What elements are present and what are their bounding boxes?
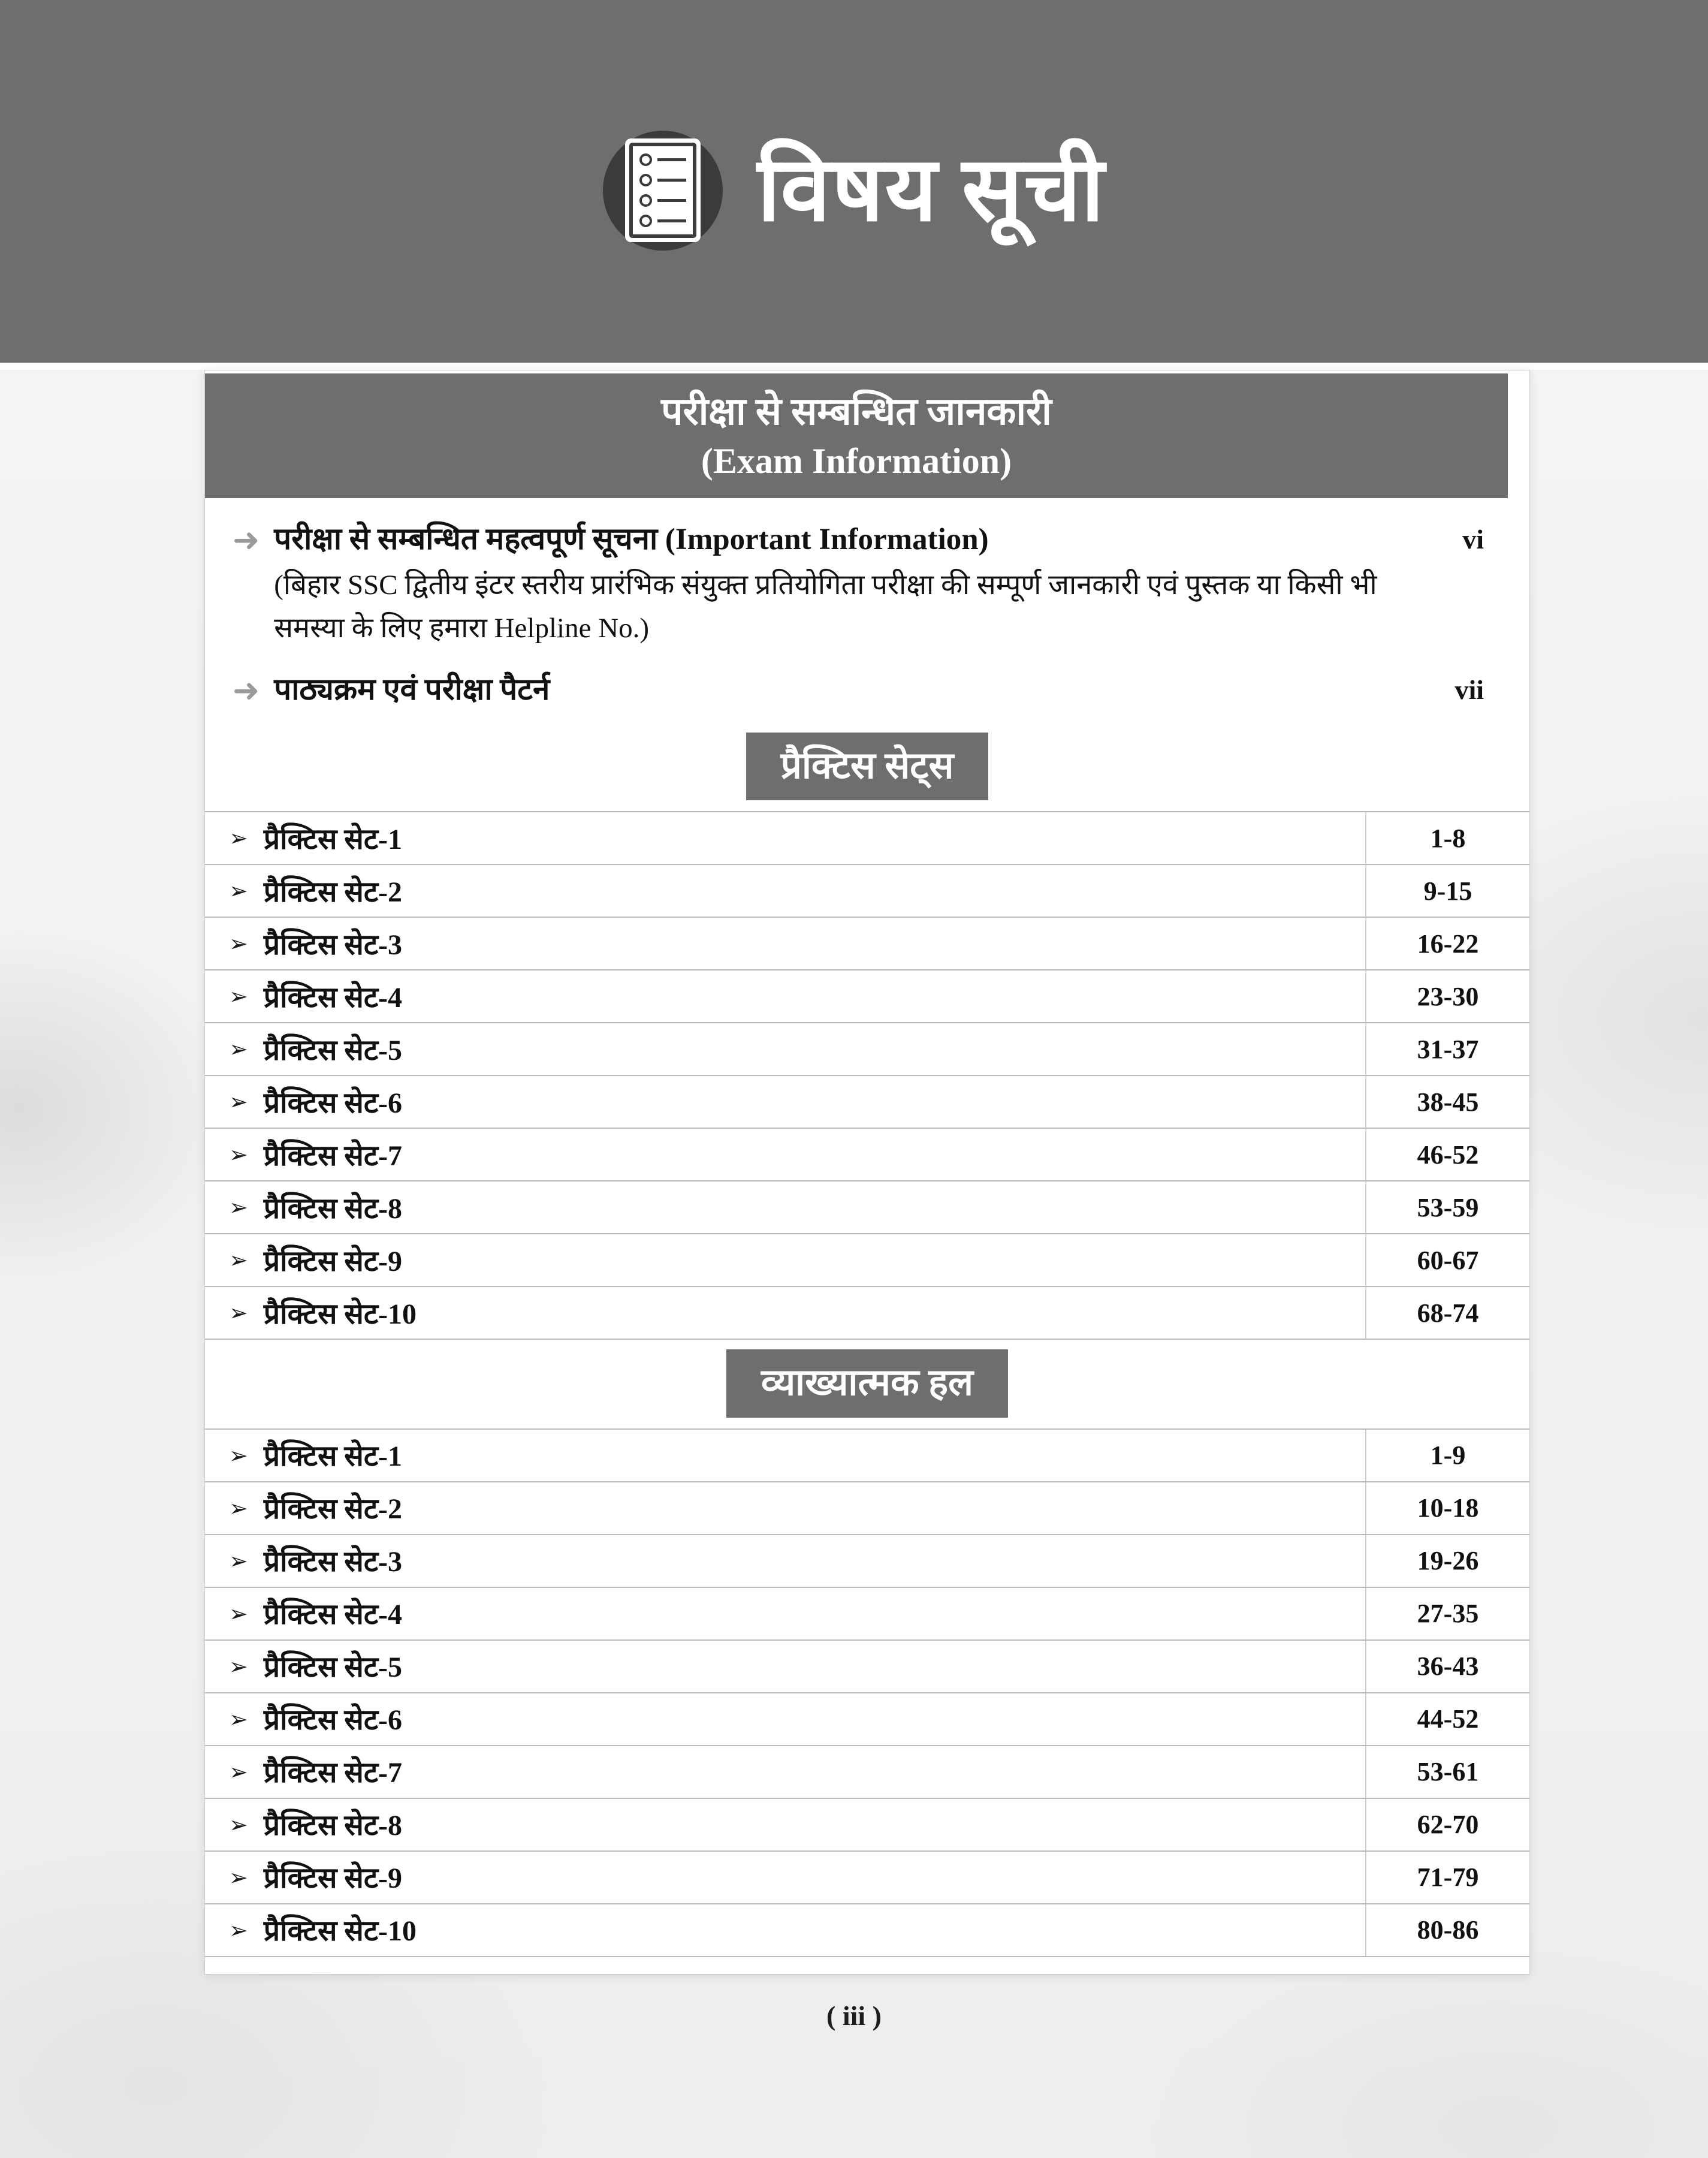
toc-row-pages: 80-86 (1365, 1904, 1529, 1956)
toc-row-title: प्रैक्टिस सेट-6 (263, 1087, 403, 1119)
section-heading: व्याख्यात्मक हल (726, 1349, 1008, 1418)
toc-row-label (205, 1535, 1365, 1587)
toc-row-pages: 38-45 (1365, 1076, 1529, 1128)
toc-row-label (205, 1852, 1365, 1903)
exam-info-item-page: vi (1462, 524, 1484, 554)
toc-row[interactable] (205, 1234, 1529, 1287)
toc-row-label (205, 1287, 1365, 1339)
section-heading-band (205, 723, 1529, 812)
triangle-bullet-icon: ➢ (229, 1547, 248, 1574)
toc-row-title: प्रैक्टिस सेट-7 (263, 1140, 403, 1172)
toc-row[interactable] (205, 1182, 1529, 1234)
toc-row-pages: 19-26 (1365, 1535, 1529, 1587)
toc-row[interactable] (205, 1430, 1529, 1482)
triangle-bullet-icon: ➢ (229, 1600, 248, 1627)
toc-row-title: प्रैक्टिस सेट-4 (263, 981, 403, 1014)
toc-row-pages: 71-79 (1365, 1852, 1529, 1903)
triangle-bullet-icon: ➢ (229, 1247, 248, 1274)
toc-row-title: प्रैक्टिस सेट-1 (263, 1440, 403, 1473)
toc-row-title: प्रैक्टिस सेट-6 (263, 1704, 403, 1737)
triangle-bullet-icon: ➢ (229, 1494, 248, 1521)
toc-row-label (205, 1023, 1365, 1075)
practice-section (205, 723, 1529, 1340)
triangle-bullet-icon: ➢ (229, 878, 248, 905)
divider-strip (0, 363, 1708, 370)
toc-row[interactable] (205, 971, 1529, 1023)
toc-row[interactable] (205, 1693, 1529, 1746)
toc-row-title: प्रैक्टिस सेट-9 (263, 1245, 403, 1277)
toc-row-label (205, 1129, 1365, 1180)
exam-info-heading (205, 373, 1508, 498)
toc-row-pages: 62-70 (1365, 1799, 1529, 1850)
section-heading-band (205, 1340, 1529, 1428)
toc-row[interactable] (205, 1076, 1529, 1129)
triangle-bullet-icon: ➢ (229, 1705, 248, 1732)
title-wrap (603, 131, 1106, 251)
triangle-bullet-icon: ➢ (229, 1864, 248, 1891)
exam-info-item-page: vii (1454, 674, 1484, 706)
toc-row-label (205, 1482, 1365, 1534)
page-footer (0, 2000, 1708, 2032)
toc-row[interactable] (205, 812, 1529, 865)
toc-row[interactable] (205, 1641, 1529, 1693)
document-shape (625, 138, 701, 242)
toc-row-pages: 60-67 (1365, 1234, 1529, 1286)
toc-row-label (205, 1182, 1365, 1233)
page-number: ( iii ) (826, 2000, 882, 2031)
toc-row-title: प्रैक्टिस सेट-8 (263, 1810, 403, 1842)
exam-info-item[interactable] (233, 520, 1491, 650)
toc-row-title: प्रैक्टिस सेट-10 (263, 1298, 417, 1330)
toc-row-title: प्रैक्टिस सेट-7 (263, 1757, 403, 1789)
triangle-bullet-icon: ➢ (229, 1916, 248, 1943)
triangle-bullet-icon: ➢ (229, 1811, 248, 1838)
toc-row-label (205, 918, 1365, 969)
toc-row-pages: 10-18 (1365, 1482, 1529, 1534)
toc-row-label (205, 971, 1365, 1022)
practice-sections (205, 723, 1529, 1957)
toc-row[interactable] (205, 865, 1529, 918)
arrow-bullet-icon: ➜ (233, 671, 260, 710)
toc-row[interactable] (205, 1904, 1529, 1957)
toc-row-pages: 27-35 (1365, 1588, 1529, 1639)
exam-info-item-main (274, 670, 1443, 710)
toc-row-label (205, 1746, 1365, 1798)
toc-row[interactable] (205, 1023, 1529, 1076)
toc-row-title: प्रैक्टिस सेट-2 (263, 1493, 403, 1526)
title-banner (0, 0, 1708, 363)
toc-row[interactable] (205, 918, 1529, 971)
triangle-bullet-icon: ➢ (229, 825, 248, 852)
triangle-bullet-icon: ➢ (229, 930, 248, 957)
toc-row-pages: 46-52 (1365, 1129, 1529, 1180)
toc-row-title: प्रैक्टिस सेट-3 (263, 929, 403, 961)
toc-row-pages: 36-43 (1365, 1641, 1529, 1692)
exam-info-item-title: परीक्षा से सम्बन्धित महत्वपूर्ण सूचना (Important Information) (274, 523, 989, 556)
toc-row-title: प्रैक्टिस सेट-9 (263, 1862, 403, 1895)
toc-row-pages: 68-74 (1365, 1287, 1529, 1339)
exam-info-heading-english: (Exam Information) (701, 441, 1012, 481)
toc-row[interactable] (205, 1129, 1529, 1182)
toc-row[interactable] (205, 1799, 1529, 1852)
exam-info-items (205, 498, 1529, 723)
exam-info-item-main (274, 520, 1450, 650)
triangle-bullet-icon: ➢ (229, 1653, 248, 1680)
toc-row-title: प्रैक्टिस सेट-1 (263, 823, 403, 855)
toc-row-pages: 1-9 (1365, 1430, 1529, 1481)
triangle-bullet-icon: ➢ (229, 983, 248, 1010)
toc-row[interactable] (205, 1535, 1529, 1588)
toc-row-title: प्रैक्टिस सेट-8 (263, 1192, 403, 1225)
triangle-bullet-icon: ➢ (229, 1442, 248, 1469)
exam-info-item[interactable] (233, 670, 1491, 711)
toc-row-title: प्रैक्टिस सेट-3 (263, 1546, 403, 1578)
toc-row-title: प्रैक्टिस सेट-4 (263, 1599, 403, 1631)
triangle-bullet-icon: ➢ (229, 1300, 248, 1327)
exam-info-heading-hindi: परीक्षा से सम्बन्धित जानकारी (661, 390, 1052, 433)
practice-section (205, 1340, 1529, 1957)
toc-row-pages: 1-8 (1365, 812, 1529, 864)
toc-table (205, 1428, 1529, 1957)
toc-row[interactable] (205, 1287, 1529, 1340)
exam-info-item-subtitle: (बिहार SSC द्वितीय इंटर स्तरीय प्रारंभिक संयुक्त प्रतियोगिता परीक्षा की सम्पूर्ण जानकारी एवं पुस्तक या किसी भी समस्या के लिए हमारा Helpline No.) (274, 569, 1377, 644)
triangle-bullet-icon: ➢ (229, 1194, 248, 1221)
toc-row-pages: 16-22 (1365, 918, 1529, 969)
contents-card (204, 370, 1530, 1975)
section-heading: प्रैक्टिस सेट्स (746, 733, 989, 801)
toc-table (205, 811, 1529, 1340)
list-document-icon (603, 131, 723, 251)
toc-row-title: प्रैक्टिस सेट-5 (263, 1034, 403, 1066)
toc-row-pages: 53-59 (1365, 1182, 1529, 1233)
toc-row-title: प्रैक्टिस सेट-2 (263, 876, 403, 908)
toc-row-label (205, 865, 1365, 917)
toc-row-label (205, 1234, 1365, 1286)
page-title: विषय सूची (757, 140, 1106, 240)
toc-row-label (205, 1430, 1365, 1481)
toc-row-pages: 23-30 (1365, 971, 1529, 1022)
toc-row-label (205, 1641, 1365, 1692)
toc-row-label (205, 812, 1365, 864)
toc-row-label (205, 1588, 1365, 1639)
toc-row-title: प्रैक्टिस सेट-5 (263, 1651, 403, 1684)
triangle-bullet-icon: ➢ (229, 1089, 248, 1116)
toc-row[interactable] (205, 1746, 1529, 1799)
toc-row-pages: 44-52 (1365, 1693, 1529, 1745)
arrow-bullet-icon: ➜ (233, 521, 260, 559)
toc-row-label (205, 1799, 1365, 1850)
toc-row-title: प्रैक्टिस सेट-10 (263, 1915, 417, 1948)
toc-row-label (205, 1076, 1365, 1128)
toc-row-pages: 9-15 (1365, 865, 1529, 917)
toc-row-label (205, 1693, 1365, 1745)
toc-row[interactable] (205, 1588, 1529, 1641)
toc-row-pages: 53-61 (1365, 1746, 1529, 1798)
toc-row-pages: 31-37 (1365, 1023, 1529, 1075)
exam-info-item-title: पाठ्यक्रम एवं परीक्षा पैटर्न (274, 673, 550, 707)
triangle-bullet-icon: ➢ (229, 1758, 248, 1785)
triangle-bullet-icon: ➢ (229, 1141, 248, 1168)
toc-row[interactable] (205, 1852, 1529, 1904)
toc-row-label (205, 1904, 1365, 1956)
triangle-bullet-icon: ➢ (229, 1036, 248, 1063)
toc-row[interactable] (205, 1482, 1529, 1535)
